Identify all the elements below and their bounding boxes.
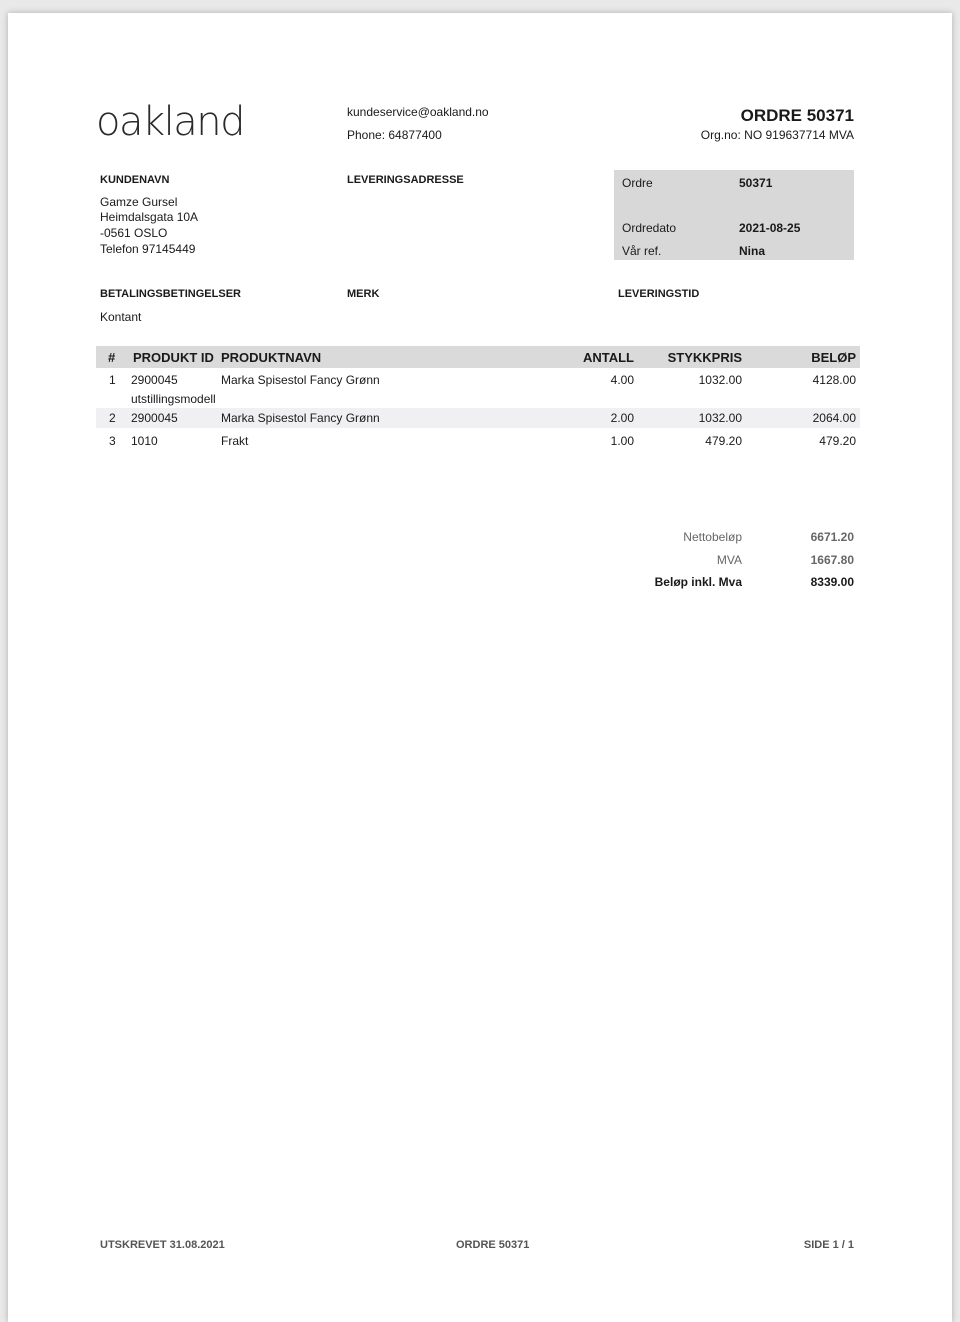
reference-label: Vår ref. xyxy=(622,244,662,258)
reference-value: Nina xyxy=(739,244,766,258)
order-date-label: Ordredato xyxy=(622,221,677,235)
customer-street: Heimdalsgata 10A xyxy=(100,210,199,224)
order-title: ORDRE 50371 xyxy=(740,106,854,125)
row-number: 1 xyxy=(109,373,116,387)
row-number: 2 xyxy=(109,411,116,425)
vat-label: MVA xyxy=(716,553,742,567)
col-product-id-header: PRODUKT ID xyxy=(133,350,214,365)
quantity: 4.00 xyxy=(610,373,634,387)
col-amount-header: BELØP xyxy=(811,350,856,365)
vat-value: 1667.80 xyxy=(810,553,854,567)
customer-city: -0561 OSLO xyxy=(100,226,168,240)
total-value: 8339.00 xyxy=(810,575,854,589)
net-amount-label: Nettobeløp xyxy=(683,530,742,544)
org-number: Org.no: NO 919637714 MVA xyxy=(700,128,854,142)
product-note: utstillingsmodell xyxy=(131,392,216,406)
customer-phone: Telefon 97145449 xyxy=(100,242,196,256)
col-unit-price-header: STYKKPRIS xyxy=(667,350,742,365)
footer-order-number: ORDRE 50371 xyxy=(456,1239,530,1251)
line-amount: 4128.00 xyxy=(812,373,856,387)
line-amount: 2064.00 xyxy=(812,411,856,425)
quantity: 2.00 xyxy=(610,411,634,425)
net-amount-value: 6671.20 xyxy=(810,530,854,544)
unit-price: 479.20 xyxy=(705,434,742,448)
product-id: 1010 xyxy=(131,434,158,448)
company-logo: oakland xyxy=(96,99,245,145)
delivery-time-label: LEVERINGSTID xyxy=(618,288,700,300)
delivery-address-label: LEVERINGSADRESSE xyxy=(347,174,464,186)
unit-price: 1032.00 xyxy=(698,373,742,387)
product-name: Marka Spisestol Fancy Grønn xyxy=(221,411,380,425)
product-id: 2900045 xyxy=(131,411,178,425)
contact-email: kundeservice@oakland.no xyxy=(347,105,489,119)
customer-name: Gamze Gursel xyxy=(100,195,178,209)
product-id: 2900045 xyxy=(131,373,178,387)
quantity: 1.00 xyxy=(610,434,634,448)
page-number: SIDE 1 / 1 xyxy=(803,1239,854,1251)
product-name: Frakt xyxy=(221,434,249,448)
customer-label: KUNDENAVN xyxy=(100,174,170,186)
total-label: Beløp inkl. Mva xyxy=(654,575,742,589)
order-number-value: 50371 xyxy=(739,176,773,190)
order-number-label: Ordre xyxy=(622,176,653,190)
order-date-value: 2021-08-25 xyxy=(739,221,801,235)
col-number-header: # xyxy=(108,350,116,365)
product-name: Marka Spisestol Fancy Grønn xyxy=(221,373,380,387)
contact-phone: Phone: 64877400 xyxy=(347,128,442,142)
row-stripe xyxy=(96,408,860,428)
payment-terms-label: BETALINGSBETINGELSER xyxy=(100,288,241,300)
document-page xyxy=(8,13,952,1322)
row-number: 3 xyxy=(109,434,116,448)
note-label: MERK xyxy=(347,288,380,300)
unit-price: 1032.00 xyxy=(698,411,742,425)
col-product-name-header: PRODUKTNAVN xyxy=(221,350,322,365)
payment-terms-value: Kontant xyxy=(100,310,142,324)
printed-date: UTSKREVET 31.08.2021 xyxy=(100,1239,225,1251)
col-quantity-header: ANTALL xyxy=(582,350,634,365)
line-amount: 479.20 xyxy=(819,434,856,448)
